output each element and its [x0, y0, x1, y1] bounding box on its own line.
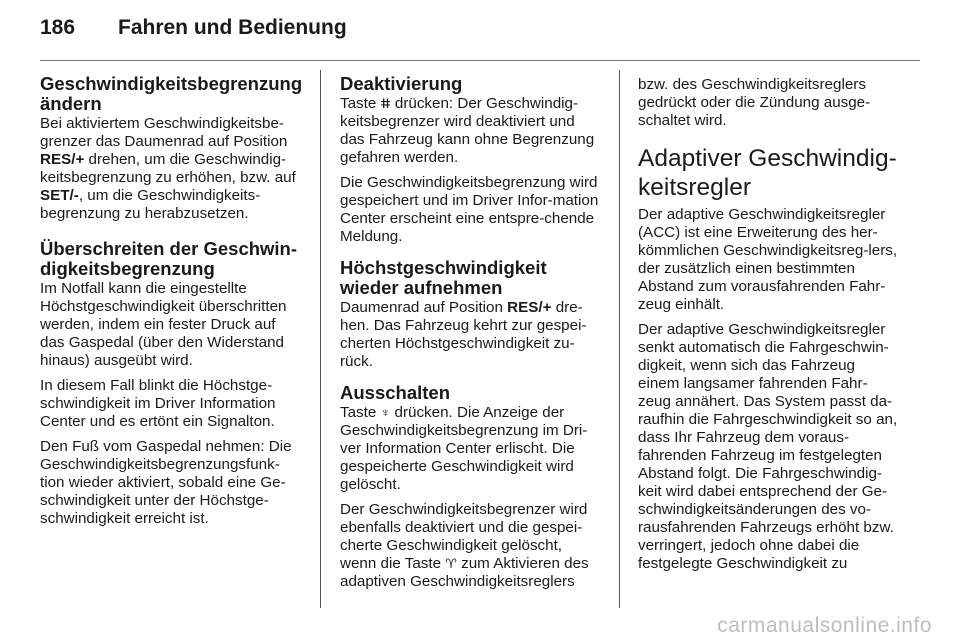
section-heading: Überschreiten der Geschwin-digkeitsbegrenzung	[40, 238, 298, 279]
paragraph: Den Fuß vom Gaspedal nehmen: Die Geschwindigkeitsbegrenzungsfunk-tion wieder aktiviert, sobald eine Ge-schwindigkeit unter der Höchstge-schwindigkeit erreicht ist.	[40, 438, 292, 527]
text-run: drücken. Die Anzeige der Geschwindigkeitsbegrenzung im Dri-ver Information Center erlischt. Die gespeicherte Geschwindigkeit wird gelöscht.	[340, 404, 588, 493]
column-middle	[340, 74, 602, 598]
text-run: drücken: Der Geschwindig-keitsbegrenzer wird deaktiviert und das Fahrzeug kann ohne Begrenzung gefahren werden.	[340, 95, 595, 166]
text-run: Bei aktiviertem Geschwindigkeitsbe-grenzer das Daumenrad auf Position	[40, 115, 288, 150]
paragraph: bzw. des Geschwindigkeitsreglers gedrückt oder die Zündung ausge-schaltet wird.	[638, 76, 871, 129]
adaptive-cruise-button-icon: ♈	[445, 556, 457, 571]
column-divider	[619, 70, 620, 608]
paragraph: In diesem Fall blinkt die Höchstge-schwindigkeit im Driver Information Center und es ertönt ein Signalton.	[40, 377, 276, 430]
bold-term: SET/-	[40, 187, 79, 204]
paragraph	[340, 95, 602, 167]
page-number: 186	[40, 16, 76, 39]
paragraph: Im Notfall kann die eingestellte Höchstgeschwindigkeit überschritten werden, indem ein fester Druck auf das Gaspedal (über den Widerstand hinaus) ausgeübt wird.	[40, 280, 287, 369]
bold-term: RES/+	[507, 299, 552, 316]
paragraph	[340, 501, 602, 591]
header-rule	[40, 60, 920, 61]
paragraph	[340, 404, 602, 494]
speed-limiter-button-icon: ⵌ	[380, 96, 391, 111]
text-run: Taste	[340, 404, 381, 421]
paragraph	[340, 299, 602, 371]
text-run: drehen, um die Geschwindig-keitsbegrenzung zu erhöhen, bzw. auf	[40, 151, 296, 186]
column-right	[638, 76, 900, 580]
text-run: dre-hen. Das Fahrzeug kehrt zur gespei-cherten Höchstgeschwindigkeit zu-rück.	[340, 299, 587, 370]
paragraph: Der adaptive Geschwindigkeitsregler (ACC) ist eine Erweiterung des her-kömmlichen Geschwindigkeitsreg-lers, der zusätzlich einen bestimmten Abstand zum vorausfahrenden Fahr-zeug einhält.	[638, 206, 898, 313]
watermark: carmanualsonline.info	[717, 614, 932, 637]
bold-term: RES/+	[40, 151, 85, 168]
text-run: Daumenrad auf Position	[340, 299, 508, 316]
page-header	[40, 14, 920, 50]
section-heading: Deaktivierung	[340, 73, 463, 94]
paragraph: Der adaptive Geschwindigkeitsregler senkt automatisch die Fahrgeschwin-digkeit, wenn sich das Fahrzeug einem langsamer fahrenden Fahr-zeug annähert. Das System passt da-raufhin die Fahrgeschwindigkeit so an, dass Ihr Fahrzeug dem voraus-fahrenden Fahrzeug im festgelegten Abstand folgt. Die Fahrgeschwindig-keit wird dabei entsprechend der Ge-schwindigkeitsänderungen des vo-rausfahrenden Fahrzeugs erhöht bzw. verringert, jedoch ohne dabei die festgelegte Geschwindigkeit zu	[638, 321, 898, 572]
paragraph: Die Geschwindigkeitsbegrenzung wird gespeichert und im Driver Infor-mation Center erscheint eine entspre-chende Meldung.	[340, 174, 599, 245]
column-divider	[320, 70, 321, 608]
chapter-title: Fahren und Bedienung	[118, 16, 347, 39]
section-heading: Höchstgeschwindigkeit wieder aufnehmen	[340, 257, 547, 298]
text-run: zum Aktivieren des adaptiven Geschwindigkeitsreglers	[340, 555, 589, 590]
text-run: , um die Geschwindigkeits-begrenzung zu herabzusetzen.	[40, 187, 261, 222]
section-heading: Ausschalten	[340, 382, 451, 403]
text-run: Taste	[340, 95, 381, 112]
speed-limiter-off-icon: ♆	[380, 405, 391, 420]
chapter-subtitle: Adaptiver Geschwindig-keitsregler	[638, 145, 897, 201]
paragraph	[40, 115, 302, 223]
column-left	[40, 74, 302, 535]
text-run: Der Geschwindigkeitsbegrenzer wird ebenfalls deaktiviert und die gespei-cherte Geschwindigkeit gelöscht, wenn die Taste	[340, 501, 588, 572]
section-heading: Geschwindigkeitsbegrenzung ändern	[40, 73, 303, 114]
